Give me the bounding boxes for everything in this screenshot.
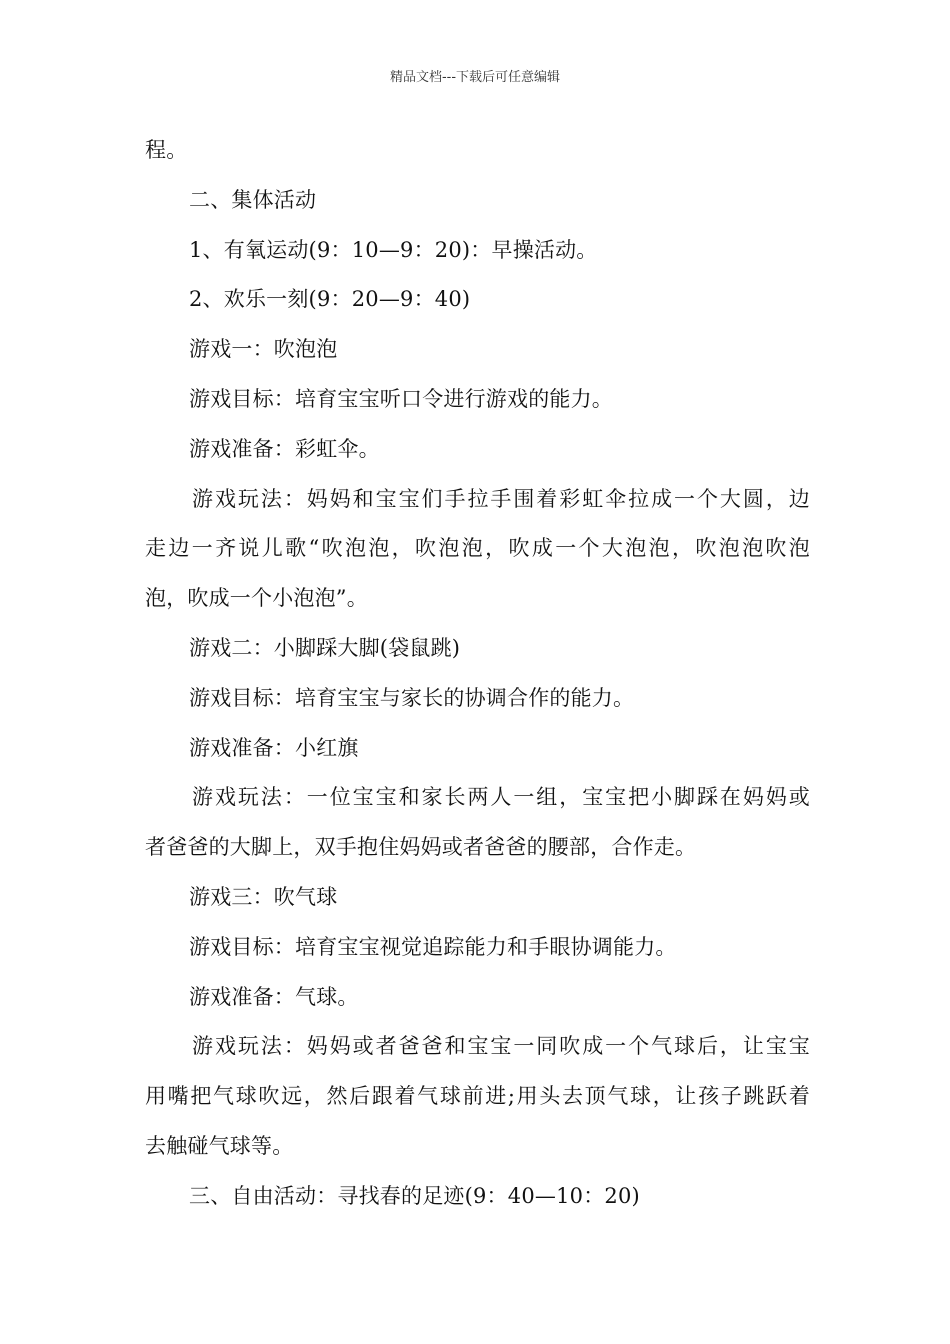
page-header: 精品文档---下载后可任意编辑 xyxy=(389,70,561,85)
game-preparation: 游戏准备：小红旗 xyxy=(189,735,359,760)
section-heading: 三、自由活动：寻找春的足迹(9：40—10：20) xyxy=(189,1183,640,1208)
paragraph-line: 2、欢乐一刻(9：20—9：40) xyxy=(189,287,471,312)
game-rules-line: 用嘴把气球吹远，然后跟着气球前进;用头去顶气球，让孩子跳跃着 xyxy=(145,1084,810,1109)
document-body xyxy=(145,126,810,1222)
game-preparation: 游戏准备：气球。 xyxy=(189,984,359,1009)
section-heading: 二、集体活动 xyxy=(189,187,317,212)
game-rules-line: 者爸爸的大脚上，双手抱住妈妈或者爸爸的腰部，合作走。 xyxy=(145,835,697,860)
game-rules-line: 游戏玩法：一位宝宝和家长两人一组，宝宝把小脚踩在妈妈或 xyxy=(192,785,810,810)
game-preparation: 游戏准备：彩虹伞。 xyxy=(189,436,380,461)
game-title: 游戏三：吹气球 xyxy=(189,884,338,909)
game-goal: 游戏目标：培育宝宝视觉追踪能力和手眼协调能力。 xyxy=(189,934,677,959)
game-title: 游戏一：吹泡泡 xyxy=(189,337,338,362)
game-rules-line: 泡，吹成一个小泡泡”。 xyxy=(145,586,368,611)
game-rules-line: 去触碰气球等。 xyxy=(145,1133,294,1158)
game-rules-line: 走边一齐说儿歌“吹泡泡，吹泡泡，吹成一个大泡泡，吹泡泡吹泡 xyxy=(145,536,810,561)
paragraph-line: 1、有氧运动(9：10—9：20)：早操活动。 xyxy=(189,237,598,262)
game-goal: 游戏目标：培育宝宝听口令进行游戏的能力。 xyxy=(189,386,613,411)
game-rules-line: 游戏玩法：妈妈和宝宝们手拉手围着彩虹伞拉成一个大圆，边 xyxy=(192,486,810,511)
game-goal: 游戏目标：培育宝宝与家长的协调合作的能力。 xyxy=(189,685,635,710)
game-title: 游戏二：小脚踩大脚(袋鼠跳) xyxy=(189,635,461,660)
game-rules-line: 游戏玩法：妈妈或者爸爸和宝宝一同吹成一个气球后，让宝宝 xyxy=(192,1034,810,1059)
paragraph-line: 程。 xyxy=(145,138,188,162)
